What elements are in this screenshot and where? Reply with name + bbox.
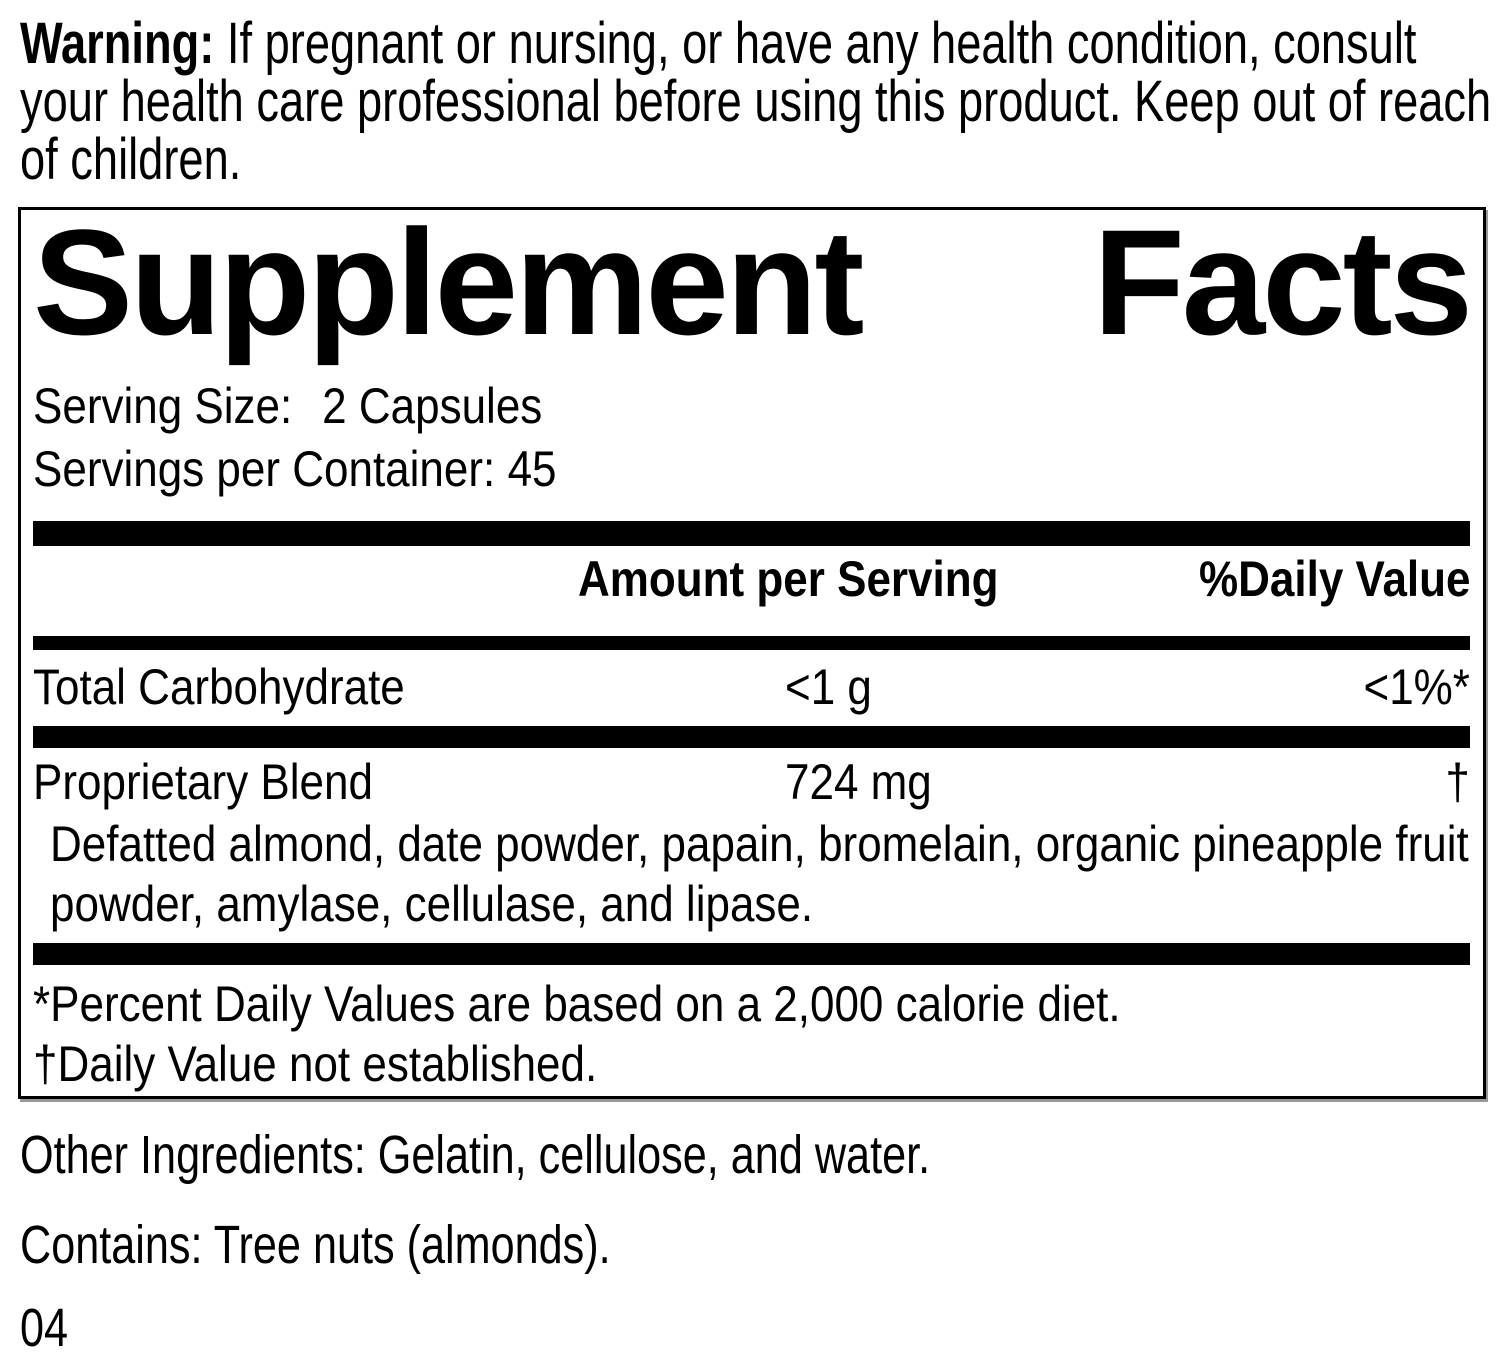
page-code: 04 [20,1298,69,1358]
blend-description-line-1: Defatted almond, date powder, papain, bromelain, organic pineapple fruit [50,816,1469,872]
servings-per-container-label: Servings per Container: [33,441,496,497]
nutrient-name: Proprietary Blend [33,754,373,810]
serving-size-label: Serving Size: [33,378,293,434]
contains-statement: Contains: Tree nuts (almonds). [20,1215,611,1275]
blend-description-line-2: powder, amylase, cellulase, and lipase. [50,876,814,932]
nutrient-amount: <1 g [785,659,872,715]
other-ingredients-statement: Other Ingredients: Gelatin, cellulose, and water. [20,1125,931,1185]
footnote-daily-value-not-established: †Daily Value not established. [33,1036,598,1092]
nutrient-amount: 724 mg [785,754,932,810]
footnotes [33,974,1470,1096]
column-header-amount: Amount per Serving [578,551,999,607]
warning-text [20,11,1500,192]
panel-title-word-facts: Facts [1093,198,1470,366]
nutrient-name: Total Carbohydrate [33,659,405,715]
nutrient-daily-value: † [1445,754,1470,810]
nutrient-row-proprietary-blend [33,751,1470,814]
column-header-row [33,548,1470,611]
warning-line-3: of children. [20,127,242,192]
servings-per-container-line [33,438,1470,501]
nutrient-row-total-carbohydrate [33,656,1470,719]
panel-title [33,198,1470,366]
supplement-facts-panel [18,198,1486,1099]
separator-bar-carbohydrate [33,726,1470,748]
separator-bar-bottom [33,943,1470,965]
separator-bar-top [33,521,1470,546]
warning-line-1-text: If pregnant or nursing, or have any health condition, consult [214,11,1417,76]
nutrient-daily-value: <1%* [1363,659,1470,715]
warning-line-1 [20,11,1417,76]
panel-title-word-supplement: Supplement [33,198,862,366]
serving-size-value: 2 Capsules [322,378,543,434]
servings-per-container-value: 45 [507,441,557,497]
column-header-daily-value: %Daily Value [1198,551,1470,607]
serving-size-line [33,375,1470,438]
warning-label: Warning: [20,11,215,76]
blend-description [50,814,1470,934]
warning-line-2: your health care professional before using this product. Keep out of reach [20,69,1492,134]
footnote-daily-values: *Percent Daily Values are based on a 2,000 calorie diet. [33,976,1121,1032]
separator-bar-header [33,636,1470,650]
